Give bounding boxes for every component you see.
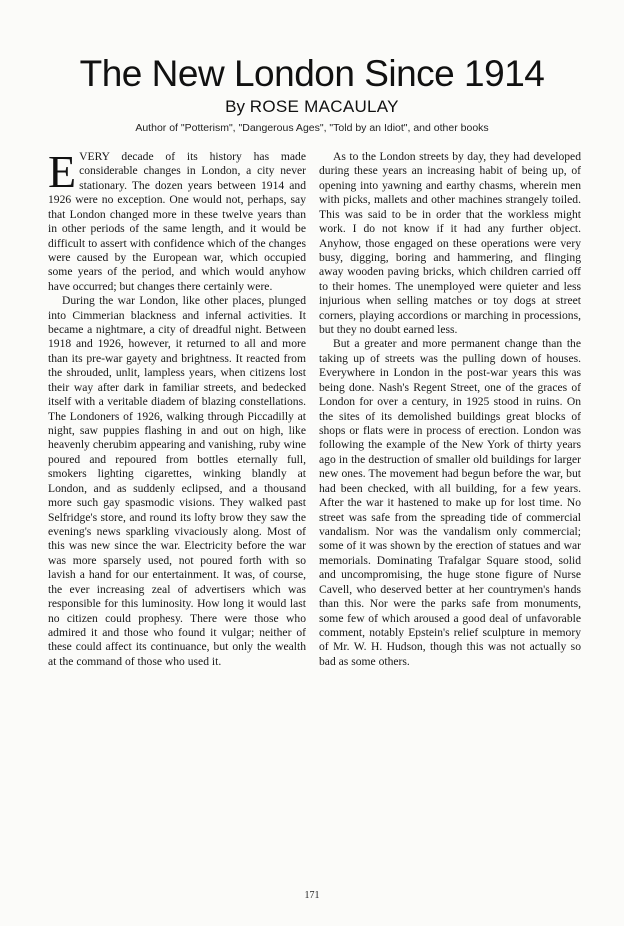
page-number: 171 (304, 890, 320, 901)
article-title: The New London Since 1914 (79, 53, 545, 94)
paragraph: During the war London, like other places, plunged into Cimmerian blackness and infernal activities. It became a nightmare, a city of dreadful night. Between 1918 and 1926, however, it returned to all and more than its pre-war gayety and brightness. It reacted from the shrouded, unlit, lampless years, when citizens lost their way after dark in familiar streets, and bedecked itself with a veritable diadem of blazing constellations. The Londoners of 1926, walking through Piccadilly at night, saw puppies flashing in and out on high, like heavenly cherubim appearing and vanishing, ruby wine poured and repoured from bottles eternally full, smokers lighting cigarettes, winking blandly at London, and as suddenly eclipsed, and a thousand more such gay spasmodic visions. They walked past Selfridge's store, and round its lofty brow they saw the evening's news sparkling vivaciously along. Most of this was new since the war. Electricity before the war was more sparsely used, not poured forth with so lavish a hand for our entertainment. It was, of course, the ever increasing zeal of advertisers which was responsible for this luminosity. How long it would last no citizen could prophesy. There were those who admired it and those who found it vulgar; neither of these could affect its continuance, but only the wealth at the command of those who used it. (48, 294, 306, 668)
author-credits: Author of "Potterism", "Dangerous Ages", "Told by an Idiot", and other books (135, 122, 489, 134)
paragraph: But a greater and more permanent change than the taking up of streets was the pulling down of houses. Everywhere in London in the post-war years this was being done. Nash's Regent Street, one of the graces of London for over a century, in 1925 stood in ruins. On the sites of its demolished buildings great blocks of shops or flats were in process of erection. London was following the example of the New York of thirty years ago in the destruction of smaller old buildings for larger new ones. The movement had begun before the war, but had been checked, with all building, for a few years. After the war it hastened to make up for lost time. No street was safe from the spreading tide of commercial vandalism. Nor was the vandalism only commercial; some of it was shown by the erection of statues and war memorials. Dominating Trafalgar Square stood, solid and uncompromising, the huge stone figure of Nurse Cavell, who deserved better at her countrymen's hands than this. Nor were the parks safe from monuments, some few of which aroused a good deal of unfavorable comment, notably Epstein's relief sculpture in memory of Mr. W. H. Hudson, though this was not actually so bad as some others. (319, 337, 581, 668)
byline (0, 97, 624, 117)
text-column-left (48, 146, 306, 669)
drop-cap: E (48, 146, 77, 197)
paragraph: As to the London streets by day, they had developed during these years an increasing habit of being up, of opening into yawning and earthy chasms, wherein men with picks, mallets and other machines strangely toiled. This was said to be in order that the workless might work. I do not know if it had any further object. Anyhow, those engaged on these operations were very busy, digging, boring and hammering, and flinging away wooden paving bricks, which children carried off to their homes. The unemployed were quieter and less injurious when selling matches or toy dogs at street corners, playing accordions or marching in processions, but they no doubt earned less. (319, 150, 581, 337)
text-column-right (319, 150, 581, 669)
byline-prefix: By (225, 97, 246, 116)
paragraph (48, 146, 306, 294)
author-name: ROSE MACAULAY (249, 97, 399, 116)
paragraph-text: VERY decade of its history has made considerable changes in London, a city never stationary. The dozen years between 1914 and 1926 were no exception. One would not, perhaps, say that London changed more in these twelve years than in other periods of the same length, and it would be difficult to assert with confidence which of the changes were caused by the European war, which occupied some years of the period, and which would anyhow have occurred; but changes there certainly were. (48, 150, 306, 293)
